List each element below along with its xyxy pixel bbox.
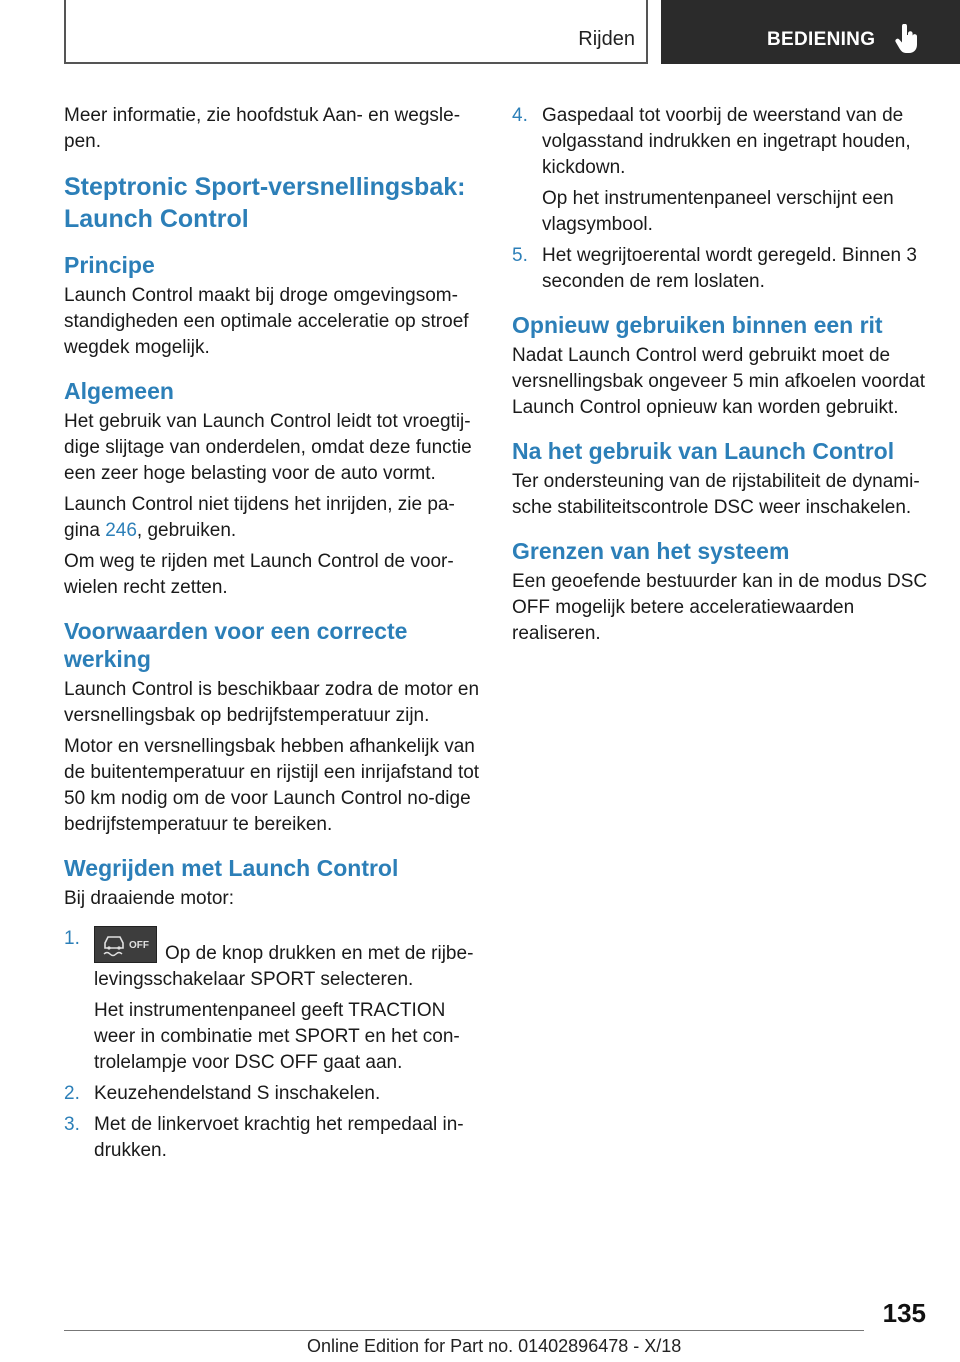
step-number: 2.: [64, 1083, 80, 1104]
wegrijden-intro: Bij draaiende motor:: [64, 888, 235, 909]
section-title: Steptronic Sport-versnellingsbak: Launch Control: [64, 173, 466, 233]
step-text-content: Op de knop drukken en met de rijbe-levingsschakelaar SPORT selecteren.: [94, 943, 474, 990]
voorwaarden-text-2: Motor en versnellingsbak hebben afhankelijk van de buitentemperatuur en rijstijl een inrijafstand tot 50 km nodig om de voor Launch Control no-dige bedrijfstemperatuur te bereiken.: [64, 736, 480, 835]
grenzen-text: Een geoefende bestuurder kan in de modus DSC OFF mogelijk betere acceleratiewaarden realiseren.: [512, 571, 928, 644]
left-column: [64, 103, 482, 1164]
voorwaarden-text-1: Launch Control is beschikbaar zodra de motor en versnellingsbak op bedrijfstemperatuur zijn.: [64, 679, 480, 726]
step-text: [94, 926, 482, 993]
voorwaarden-heading: Voorwaarden voor een correcte werking: [64, 618, 408, 672]
wegrijden-heading: Wegrijden met Launch Control: [64, 855, 399, 881]
step-text: Keuzehendelstand S inschakelen.: [94, 1083, 381, 1104]
list-item: [64, 926, 482, 1076]
dsc-off-icon-label: OFF: [129, 940, 149, 951]
step-number: 3.: [64, 1114, 80, 1135]
step-text: Met de linkervoet krachtig het rempedaal in-drukken.: [94, 1114, 464, 1161]
list-item: [512, 243, 930, 295]
opnieuw-heading: Opnieuw gebruiken binnen een rit: [512, 312, 883, 338]
step-text: Gaspedaal tot voorbij de weerstand van de volgasstand indrukken en ingetrapt houden, kickdown.: [542, 105, 911, 178]
list-item: [64, 1081, 482, 1107]
page-number: 135: [882, 1298, 926, 1328]
algemeen-text-2-before: Launch Control niet tijdens het inrijden, zie pa-gina: [64, 494, 455, 541]
header-tab-label: BEDIENING: [767, 29, 876, 50]
header-tab: [661, 0, 960, 64]
na-gebruik-text: Ter ondersteuning van de rijstabiliteit de dynami-sche stabiliteitscontrole DSC weer inschakelen.: [512, 471, 920, 518]
header-frame: [64, 0, 648, 64]
page-link-246[interactable]: 246: [105, 520, 137, 541]
step-subtext: Het instrumentenpaneel geeft TRACTION weer in combinatie met SPORT en het con-trolelampje voor DSC OFF gaat aan.: [94, 1000, 460, 1073]
principe-heading: Principe: [64, 252, 155, 278]
intro-text: Meer informatie, zie hoofdstuk Aan- en wegsle-pen.: [64, 105, 461, 152]
step-subtext: Op het instrumentenpaneel verschijnt een vlagsymbool.: [542, 188, 894, 235]
right-column: [512, 103, 930, 647]
algemeen-text-1: Het gebruik van Launch Control leidt tot vroegtij-dige slijtage van onderdelen, omdat deze functie een zeer hoge belasting voor de auto vormt.: [64, 411, 472, 484]
grenzen-heading: Grenzen van het systeem: [512, 538, 790, 564]
footer-divider: [64, 1330, 864, 1331]
dsc-off-icon: [94, 926, 157, 963]
algemeen-heading: Algemeen: [64, 378, 174, 404]
list-item: [512, 103, 930, 238]
principe-text: Launch Control maakt bij droge omgevingsom-standigheden een optimale acceleratie op stroef wegdek mogelijk.: [64, 285, 469, 358]
algemeen-text-2: [64, 492, 482, 544]
na-gebruik-heading: Na het gebruik van Launch Control: [512, 438, 895, 464]
algemeen-text-2-after: , gebruiken.: [136, 520, 237, 541]
step-text: Het wegrijtoerental wordt geregeld. Binnen 3 seconden de rem loslaten.: [542, 245, 917, 292]
step-number: 1.: [64, 928, 80, 949]
step-number: 5.: [512, 245, 528, 266]
opnieuw-text: Nadat Launch Control werd gebruikt moet de versnellingsbak ongeveer 5 min afkoelen voordat Launch Control opnieuw kan worden gebruikt.: [512, 345, 925, 418]
algemeen-text-3: Om weg te rijden met Launch Control de voor-wielen recht zetten.: [64, 551, 454, 598]
hand-pointer-icon: [895, 24, 921, 54]
list-item: [64, 1112, 482, 1164]
step-number: 4.: [512, 105, 528, 126]
footer-edition: Online Edition for Part no. 01402896478 - X/18: [307, 1336, 682, 1356]
header-section-title: Rijden: [578, 28, 635, 50]
